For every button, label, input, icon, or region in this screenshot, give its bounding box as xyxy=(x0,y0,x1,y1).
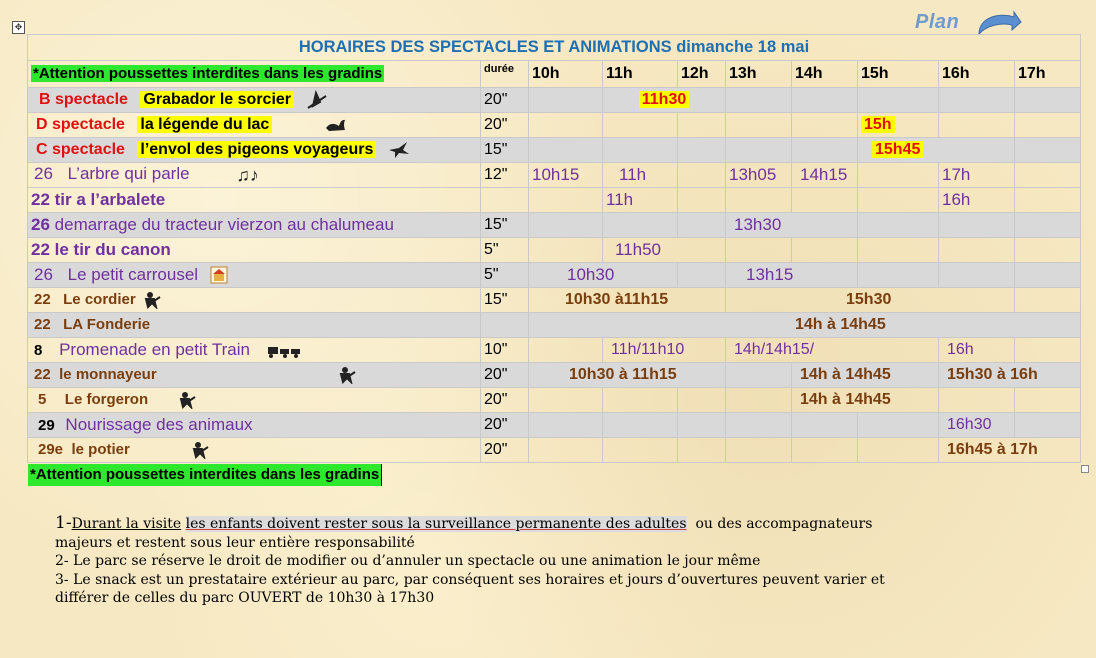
footer-warning: *Attention poussettes interdites dans les gradins xyxy=(28,464,382,486)
table-row: B spectacle Grabador le sorcier 20" 11h30 xyxy=(28,88,1081,113)
craftsman-icon xyxy=(142,291,162,309)
stroller-warning: *Attention poussettes interdites dans les gradins xyxy=(33,65,383,82)
table-row: 26 Le petit carrousel 5" 10h30 13h15 xyxy=(28,263,1081,288)
potter-icon xyxy=(190,441,210,459)
note-3-cont: différer de celles du parc OUVERT de 10h30 à 17h30 xyxy=(55,590,435,606)
table-row: D spectacle la légende du lac 20" 15h xyxy=(28,113,1081,138)
show-time: 11h30 xyxy=(639,91,689,108)
craftsman-icon xyxy=(337,366,357,384)
train-icon xyxy=(267,344,303,358)
note-2: 2- Le parc se réserve le droit de modifier ou d’annuler un spectacle ou une animation le jour même xyxy=(55,553,761,569)
table-move-handle-icon[interactable]: ✥ xyxy=(12,21,25,34)
carousel-icon xyxy=(209,265,229,285)
activity-name: le monnayeur xyxy=(59,366,157,384)
table-row: 8 Promenade en petit Train 10" 11h/11h10 14h/14h15/ 16h xyxy=(28,338,1081,363)
music-notes-icon: ♫♪ xyxy=(236,164,259,185)
show-time: 15h45 xyxy=(872,141,923,158)
swan-icon xyxy=(323,116,349,134)
visitor-notes xyxy=(55,514,885,608)
show-kind: B spectacle xyxy=(39,91,128,109)
note-1-cont: majeurs et restent sous leur entière responsabilité xyxy=(55,534,415,551)
show-kind: D spectacle xyxy=(36,116,125,134)
hour-header: 17h xyxy=(1015,61,1081,88)
header-row xyxy=(28,61,1081,88)
schedule-table xyxy=(27,34,1081,463)
table-row: C spectacle l’envol des pigeons voyageurs 15" 15h45 xyxy=(28,138,1081,163)
activity-name: le potier xyxy=(71,441,130,459)
hour-header: 13h xyxy=(726,61,792,88)
show-kind: C spectacle xyxy=(36,141,125,159)
activity-name: Promenade en petit Train xyxy=(59,340,250,359)
activity-name: demarrage du tracteur vierzon au chalumeau xyxy=(54,215,394,234)
table-row: 26 L’arbre qui parle ♫♪ 12" 10h15 11h 13h05 14h15 17h xyxy=(28,163,1081,188)
note-3: 3- Le snack est un prestataire extérieur au parc, par conséquent ses horaires et jours d’ouvertures peuvent varier et xyxy=(55,571,885,588)
table-row: 22 le tir du canon 5" 11h50 xyxy=(28,238,1081,263)
activity-name: Le petit carrousel xyxy=(67,264,199,284)
plan-link[interactable]: Plan xyxy=(915,11,960,33)
hour-header: 11h xyxy=(603,61,678,88)
hour-header: 12h xyxy=(678,61,726,88)
activity-name: 22 le tir du canon xyxy=(31,240,171,259)
activity-name: Nourissage des animaux xyxy=(65,415,253,434)
table-row: 5 Le forgeron 20" 14h à 14h45 xyxy=(28,388,1081,413)
note-1: 1-Durant la visite les enfants doivent rester sous la surveillance permanente des adultes ou des accompagnateurs xyxy=(55,513,873,533)
hour-header: 14h xyxy=(792,61,858,88)
duration-header: durée xyxy=(481,61,529,88)
hour-header: 16h xyxy=(939,61,1015,88)
table-row: 22 le monnayeur 20" 10h30 à 11h15 14h à 14h45 15h30 à 16h xyxy=(28,363,1081,388)
activity-name: Le cordier xyxy=(63,291,136,309)
table-resize-handle[interactable] xyxy=(1081,465,1089,473)
witch-icon xyxy=(304,90,330,110)
table-row: 29e le potier 20" 16h45 à 17h xyxy=(28,438,1081,463)
hour-header: 10h xyxy=(529,61,603,88)
activity-name: 22 tir a l’arbalete xyxy=(31,190,166,209)
table-row: 22 tir a l’arbalete 11h 16h xyxy=(28,188,1081,213)
show-time: 15h xyxy=(861,116,895,133)
table-row: 22 LA Fonderie 14h à 14h45 xyxy=(28,313,1081,338)
pigeon-icon xyxy=(387,140,411,160)
title-row xyxy=(28,35,1081,61)
activity-name: L’arbre qui parle xyxy=(67,164,190,184)
activity-name: LA Fonderie xyxy=(63,316,151,333)
activity-name: Le forgeron xyxy=(64,391,149,409)
show-name: la légende du lac xyxy=(137,116,272,133)
show-name: Grabador le sorcier xyxy=(140,91,294,108)
hour-header: 15h xyxy=(858,61,939,88)
page-title: HORAIRES DES SPECTACLES ET ANIMATIONS dimanche 18 mai xyxy=(28,35,1081,61)
table-row: 29 Nourissage des animaux 20" 16h30 xyxy=(28,413,1081,438)
blacksmith-icon xyxy=(177,391,197,409)
table-row: 26 demarrage du tracteur vierzon au chalumeau 15" 13h30 xyxy=(28,213,1081,238)
show-name: l’envol des pigeons voyageurs xyxy=(137,141,376,158)
table-row: 22 Le cordier 15" 10h30 à11h15 15h30 xyxy=(28,288,1081,313)
